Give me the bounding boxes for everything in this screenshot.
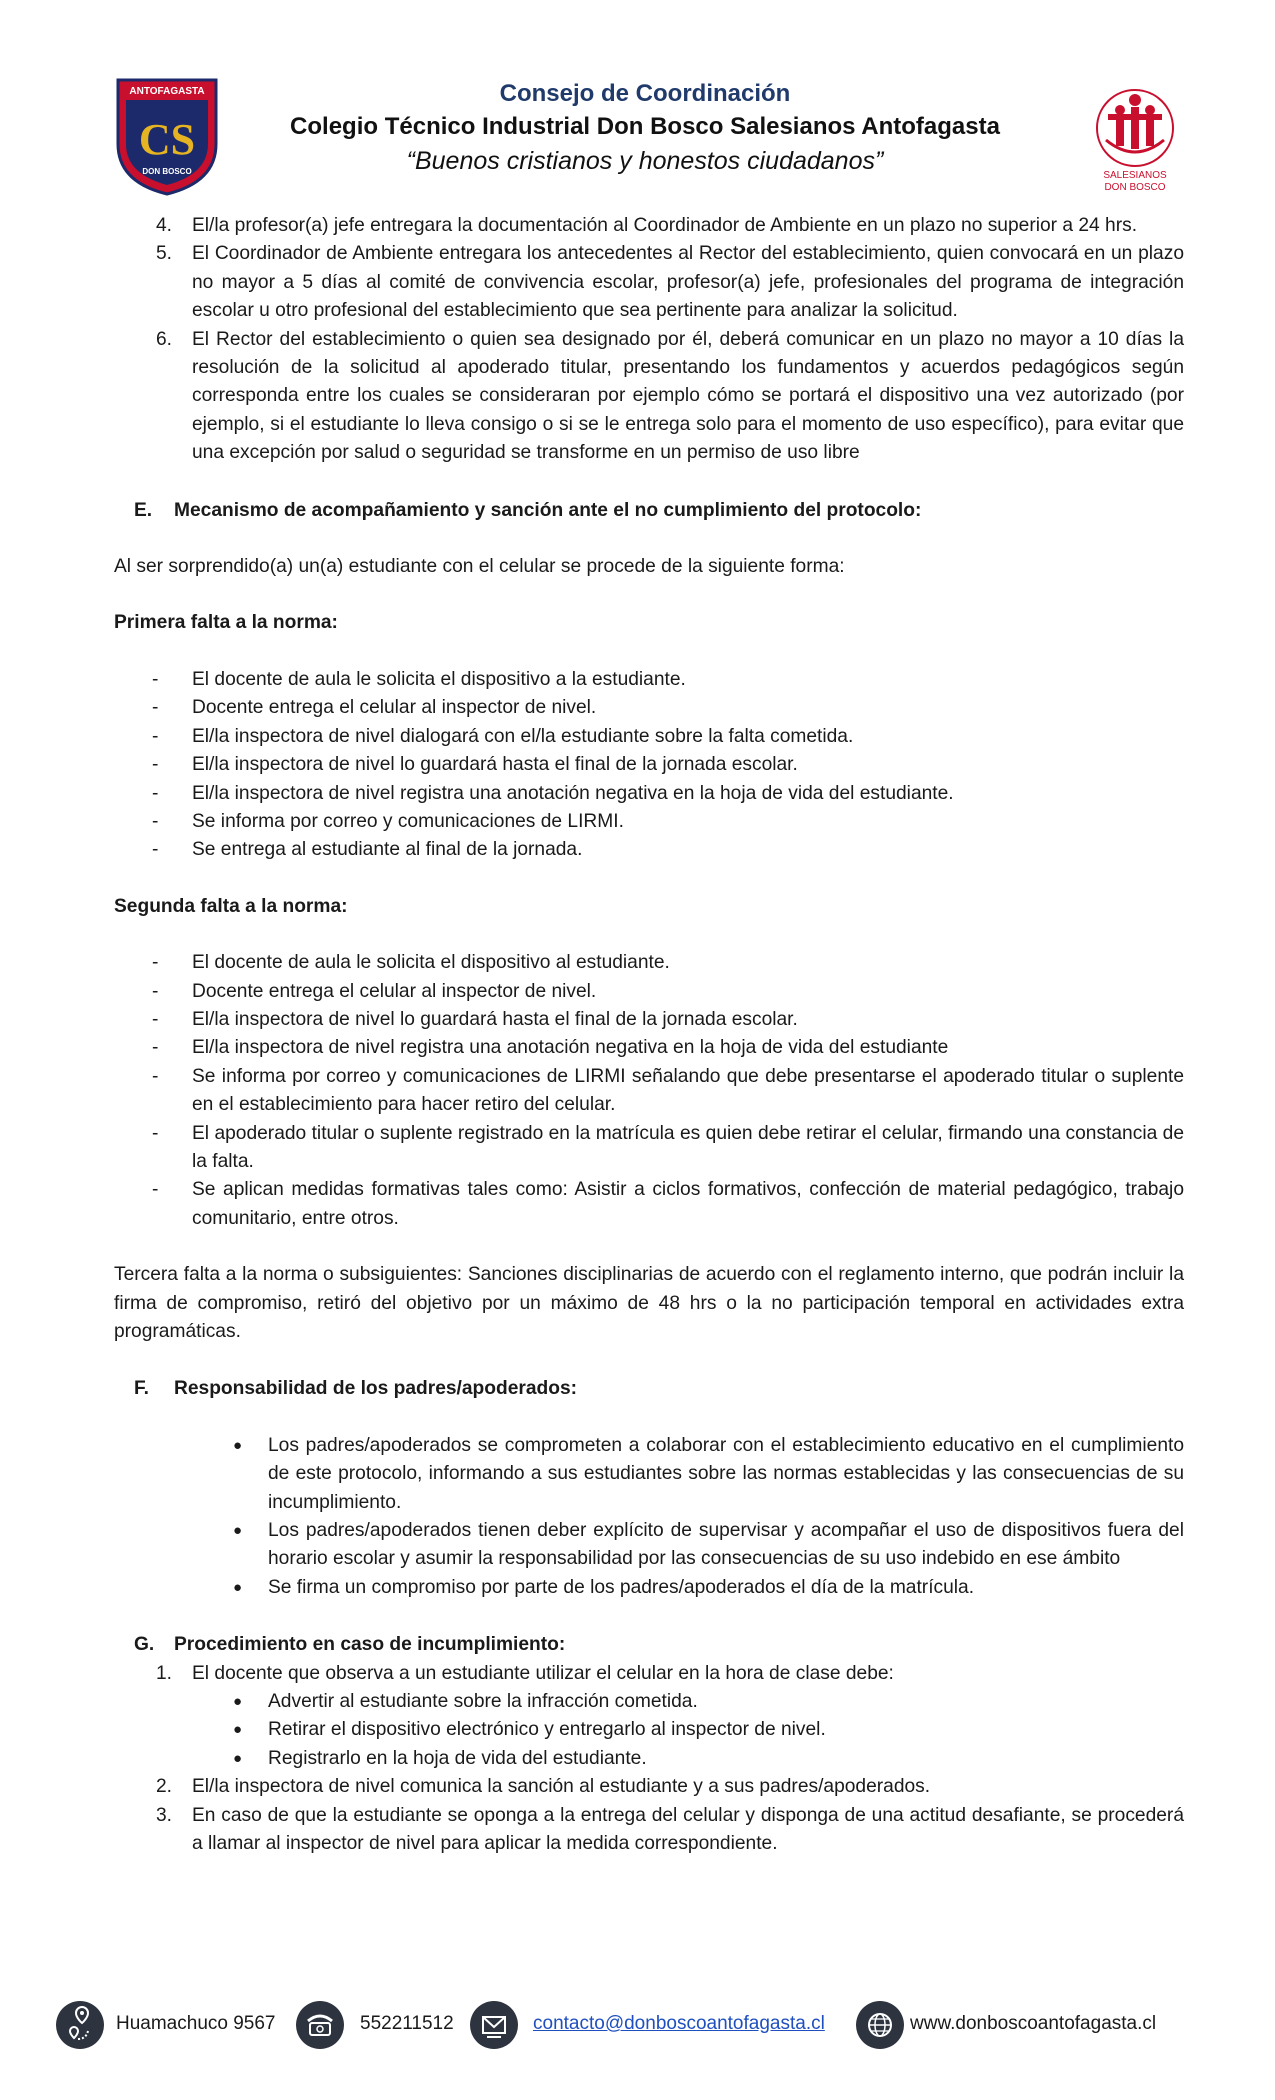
section-e-heading xyxy=(114,497,1184,525)
list-item: - El/la inspectora de nivel lo guardará hasta el final de la jornada escolar. xyxy=(114,751,1184,779)
list-item xyxy=(114,1802,1184,1859)
list-number: 5. xyxy=(155,243,172,265)
list-item: ● Los padres/apoderados se comprometen a colaborar con el establecimiento educativo en el cumplimiento de este protocolo, informando a sus estudiantes sobre las normas establecidas y las consecuencias de su incumplimiento. xyxy=(114,1432,1184,1517)
first-offense-list xyxy=(114,666,1184,865)
list-text: El docente de aula le solicita el dispositivo a la estudiante. xyxy=(192,668,686,690)
section-letter: E. xyxy=(134,499,153,521)
mail-icon xyxy=(470,2001,518,2049)
sub-list-item: ● Registrarlo en la hoja de vida del estudiante. xyxy=(114,1745,1184,1773)
section-letter: F. xyxy=(134,1378,149,1400)
school-crest-logo xyxy=(112,74,222,198)
list-text: Se aplican medidas formativas tales como: Asistir a ciclos formativos, confección de material pedagógico, trabajo comunitario, entre otros. xyxy=(192,1179,1184,1229)
list-text: En caso de que la estudiante se oponga a la entrega del celular y disponga de una actitud desafiante, se procederá a llamar al inspector de nivel para aplicar la medida correspondiente. xyxy=(192,1804,1184,1855)
list-text: Retirar el dispositivo electrónico y entregarlo al inspector de nivel. xyxy=(268,1719,826,1741)
list-item: - El docente de aula le solicita el dispositivo a la estudiante. xyxy=(114,666,1184,694)
list-text: El apoderado titular o suplente registrado en la matrícula es quien debe retirar el celular, firmando una constancia de la falta. xyxy=(192,1122,1184,1172)
council-title: Consejo de Coordinación xyxy=(499,80,791,107)
list-number: 2. xyxy=(155,1776,172,1798)
list-text: El/la inspectora de nivel dialogará con el/la estudiante sobre la falta cometida. xyxy=(192,725,854,747)
list-number: 1. xyxy=(155,1662,172,1684)
footer-email-link[interactable]: contacto@donboscoantofagasta.cl xyxy=(533,2013,825,2034)
list-item: - Se informa por correo y comunicaciones de LIRMI. xyxy=(114,808,1184,836)
salesianos-line2: DON BOSCO xyxy=(1104,182,1166,192)
list-text: Los padres/apoderados se comprometen a colaborar con el establecimiento educativo en el cumplimiento de este protocolo, informando a sus estudiantes sobre las normas establecidas y las consecuencias de su incumplimiento. xyxy=(268,1434,1184,1513)
list-item xyxy=(114,326,1184,468)
document-body xyxy=(114,212,1184,1859)
sub-list-item: ● Retirar el dispositivo electrónico y entregarlo al inspector de nivel. xyxy=(114,1716,1184,1744)
list-text: El Coordinador de Ambiente entregara los antecedentes al Rector del establecimiento, quien convocará en un plazo no mayor a 5 días al comité de convivencia escolar, profesor(a) jefe, profesionales del programa de integración escolar u otro profesional del establecimiento que sea pertinente para analizar la solicitud. xyxy=(192,243,1184,322)
salesianos-line1: SALESIANOS xyxy=(1103,170,1167,181)
crest-monogram: CS xyxy=(138,115,196,164)
sub-list-item: ● Advertir al estudiante sobre la infracción cometida. xyxy=(114,1688,1184,1716)
list-text: Se informa por correo y comunicaciones de LIRMI. xyxy=(192,810,624,832)
second-offense-title: Segunda falta a la norma: xyxy=(114,895,348,917)
list-item: - Se informa por correo y comunicaciones de LIRMI señalando que debe presentarse el apoderado titular o suplente en el establecimiento para hacer retiro del celular. xyxy=(114,1063,1184,1120)
list-item: - El docente de aula le solicita el dispositivo al estudiante. xyxy=(114,949,1184,977)
list-text: El docente que observa a un estudiante utilizar el celular en la hora de clase debe: xyxy=(192,1662,894,1684)
list-text: Se informa por correo y comunicaciones de LIRMI señalando que debe presentarse el apoderado titular o suplente en el establecimiento para hacer retiro del celular. xyxy=(192,1065,1184,1116)
noncompliance-procedure-list xyxy=(114,1660,1184,1859)
list-item xyxy=(114,1660,1184,1688)
list-item: - Se entrega al estudiante al final de la jornada. xyxy=(114,836,1184,864)
list-text: El docente de aula le solicita el dispositivo al estudiante. xyxy=(192,952,670,974)
third-offense-paragraph: Tercera falta a la norma o subsiguientes: Sanciones disciplinarias de acuerdo con el reglamento interno, que podrán incluir la firma de compromiso, retiró del objetivo por un máximo de 48 hrs o la no participación temporal en actividades extra programáticas. xyxy=(114,1264,1184,1342)
footer-phone: 552211512 xyxy=(360,2013,454,2034)
list-text: Advertir al estudiante sobre la infracción cometida. xyxy=(268,1691,698,1713)
school-name: Colegio Técnico Industrial Don Bosco Salesianos Antofagasta xyxy=(290,113,1000,140)
list-text: El/la inspectora de nivel comunica la sanción al estudiante y a sus padres/apoderados. xyxy=(192,1776,931,1798)
list-text: El/la profesor(a) jefe entregara la documentación al Coordinador de Ambiente en un plazo no superior a 24 hrs. xyxy=(192,215,1138,236)
list-item: - Docente entrega el celular al inspector de nivel. xyxy=(114,978,1184,1006)
list-item: - El apoderado titular o suplente registrado en la matrícula es quien debe retirar el celular, firmando una constancia de la falta. xyxy=(114,1120,1184,1177)
list-item: - El/la inspectora de nivel lo guardará hasta el final de la jornada escolar. xyxy=(114,1006,1184,1034)
list-item: - El/la inspectora de nivel dialogará con el/la estudiante sobre la falta cometida. xyxy=(114,723,1184,751)
section-letter: G. xyxy=(134,1634,155,1656)
section-e-intro: Al ser sorprendido(a) un(a) estudiante con el celular se procede de la siguiente forma: xyxy=(114,556,845,578)
section-title: Procedimiento en caso de incumplimiento: xyxy=(174,1634,566,1656)
procedure-steps-list xyxy=(114,212,1184,468)
crest-top-text: ANTOFAGASTA xyxy=(129,86,205,97)
letterhead xyxy=(0,0,1275,195)
section-f-heading xyxy=(114,1375,1184,1403)
list-number: 3. xyxy=(155,1804,172,1826)
list-number: 4. xyxy=(155,215,172,236)
location-icon xyxy=(56,2001,104,2049)
list-text: El/la inspectora de nivel registra una anotación negativa en la hoja de vida del estudiante xyxy=(192,1037,949,1059)
list-text: El/la inspectora de nivel lo guardará hasta el final de la jornada escolar. xyxy=(192,754,798,776)
first-offense-title: Primera falta a la norma: xyxy=(114,612,338,634)
list-item: - Docente entrega el celular al inspector de nivel. xyxy=(114,694,1184,722)
list-text: Registrarlo en la hoja de vida del estudiante. xyxy=(268,1747,647,1769)
list-item: - Se aplican medidas formativas tales como: Asistir a ciclos formativos, confección de material pedagógico, trabajo comunitario, entre otros. xyxy=(114,1176,1184,1233)
list-item: - El/la inspectora de nivel registra una anotación negativa en la hoja de vida del estudiante xyxy=(114,1034,1184,1062)
list-text: Docente entrega el celular al inspector de nivel. xyxy=(192,697,597,719)
school-motto: “Buenos cristianos y honestos ciudadanos” xyxy=(406,147,884,175)
section-title: Mecanismo de acompañamiento y sanción ante el no cumplimiento del protocolo: xyxy=(174,499,922,521)
parents-responsibility-list xyxy=(114,1432,1184,1602)
list-item: - El/la inspectora de nivel registra una anotación negativa en la hoja de vida del estudiante. xyxy=(114,780,1184,808)
list-text: Se firma un compromiso por parte de los padres/apoderados el día de la matrícula. xyxy=(268,1576,975,1598)
list-text: Docente entrega el celular al inspector de nivel. xyxy=(192,980,597,1002)
letterhead-titles xyxy=(250,78,1040,178)
salesianos-logo xyxy=(1090,80,1180,192)
list-text: El Rector del establecimiento o quien sea designado por él, deberá comunicar en un plazo no mayor a 10 días la resolución de la solicitud al apoderado titular, presentando los fundamentos y acuerdos pedagógicos según corresponda entre los cuales se consideraran por ejemplo cómo se portará el dispositivo una vez autorizado (por ejemplo, si el estudiante lo lleva consigo o si se le entrega solo para el momento de uso específico), para evitar que una excepción por salud o seguridad se transforme en un permiso de uso libre xyxy=(192,328,1184,464)
list-text: Los padres/apoderados tienen deber explícito de supervisar y acompañar el uso de dispositivos fuera del horario escolar y asumir la responsabilidad por las consecuencias de su uso indebido en ese ámbito xyxy=(268,1520,1184,1570)
list-item xyxy=(114,240,1184,325)
list-item: ● Se firma un compromiso por parte de los padres/apoderados el día de la matrícula. xyxy=(114,1574,1184,1602)
list-item xyxy=(114,1773,1184,1801)
list-text: Se entrega al estudiante al final de la jornada. xyxy=(192,839,583,861)
footer-address: Huamachuco 9567 xyxy=(116,2013,276,2034)
phone-icon xyxy=(296,2001,344,2049)
footer-website: www.donboscoantofagasta.cl xyxy=(910,2013,1157,2034)
list-text: El/la inspectora de nivel lo guardará hasta el final de la jornada escolar. xyxy=(192,1008,798,1030)
second-offense-list xyxy=(114,949,1184,1233)
list-number: 6. xyxy=(155,328,172,350)
crest-bottom-text: DON BOSCO xyxy=(142,167,192,176)
list-text: El/la inspectora de nivel registra una anotación negativa en la hoja de vida del estudiante. xyxy=(192,782,954,804)
contact-footer xyxy=(0,1995,1275,2055)
list-item: ● Los padres/apoderados tienen deber explícito de supervisar y acompañar el uso de dispositivos fuera del horario escolar y asumir la responsabilidad por las consecuencias de su uso indebido en ese ámbito xyxy=(114,1517,1184,1574)
list-item xyxy=(114,212,1184,240)
section-title: Responsabilidad de los padres/apoderados: xyxy=(174,1378,578,1400)
section-g-heading xyxy=(114,1631,1184,1659)
globe-icon xyxy=(856,2001,904,2049)
